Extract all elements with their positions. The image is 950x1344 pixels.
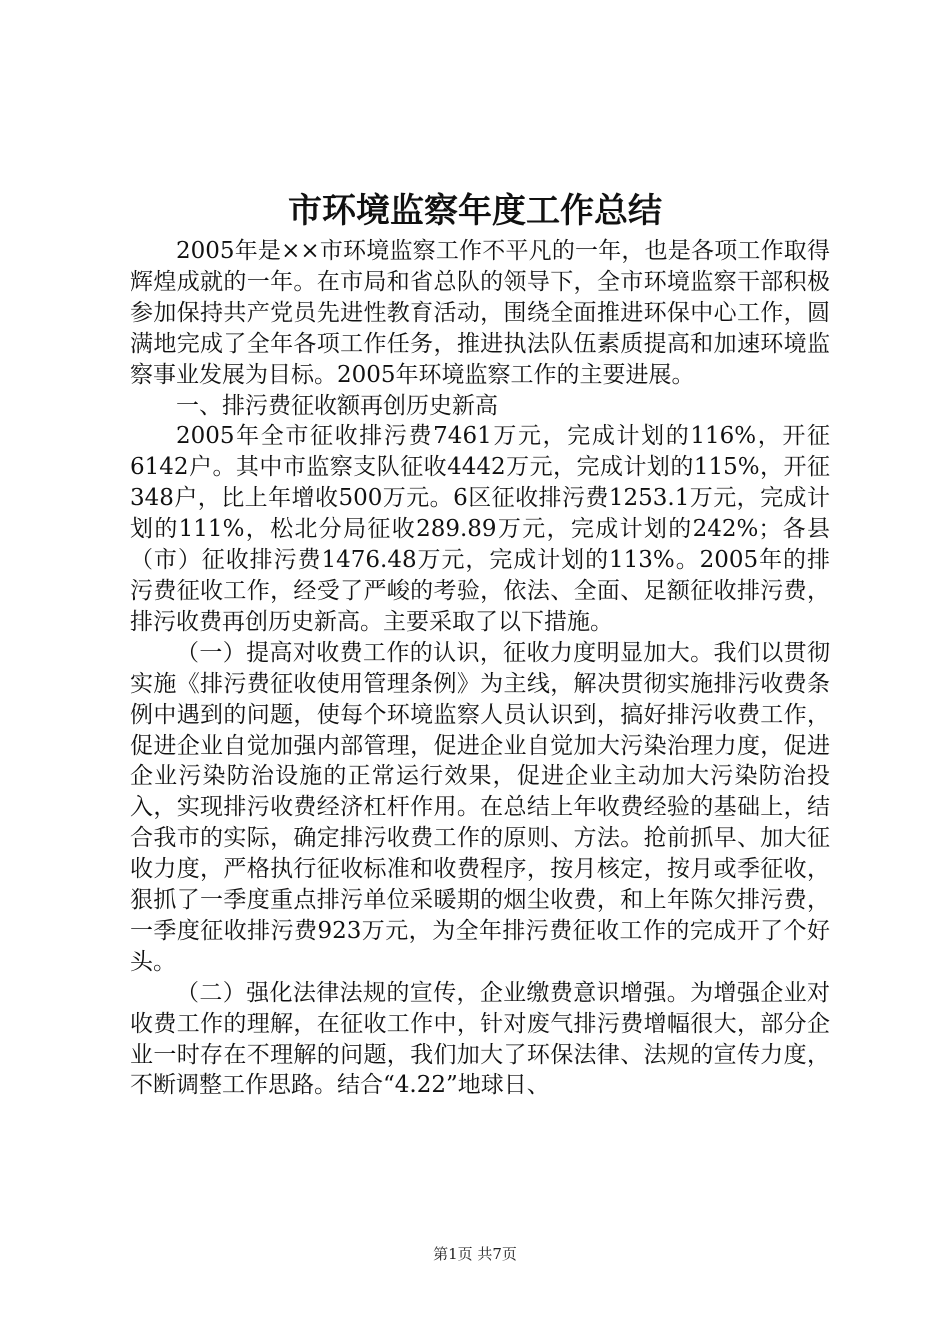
page-number: 第1页 共7页	[433, 1245, 517, 1263]
document-body	[130, 236, 830, 1101]
paragraph-statistics: 2005年全市征收排污费7461万元，完成计划的116%，开征6142户。其中市监察支队征收4442万元，完成计划的115%，开征348户，比上年增收500万元。6区征收排污费1253.1万元，完成计划的111%，松北分局征收289.89万元，完成计划的242%；各县（市）征收排污费1476.48万元，完成计划的113%。2005年的排污费征收工作，经受了严峻的考验，依法、全面、足额征收排污费，排污收费再创历史新高。主要采取了以下措施。	[130, 423, 830, 635]
paragraph-measure-two: （二）强化法律法规的宣传，企业缴费意识增强。为增强企业对收费工作的理解，在征收工作中，针对废气排污费增幅很大，部分企业一时存在不理解的问题，我们加大了环保法律、法规的宣传力度，不断调整工作思路。结合“4.22”地球日、	[130, 979, 830, 1099]
paragraph-intro: 2005年是××市环境监察工作不平凡的一年，也是各项工作取得辉煌成就的一年。在市局和省总队的领导下，全市环境监察干部积极参加保持共产党员先进性教育活动，围绕全面推进环保中心工作，圆满地完成了全年各项工作任务，推进执法队伍素质提高和加速环境监察事业发展为目标。2005年环境监察工作的主要进展。	[130, 238, 830, 388]
section-heading: 一、排污费征收额再创历史新高	[176, 392, 498, 419]
paragraph-measure-one: （一）提高对收费工作的认识，征收力度明显加大。我们以贯彻实施《排污费征收使用管理条例》为主线，解决贯彻实施排污收费条例中遇到的问题，使每个环境监察人员认识到，搞好排污收费工作，促进企业自觉加强内部管理，促进企业自觉加大污染治理力度，促进企业污染防治设施的正常运行效果，促进企业主动加大污染防治投入，实现排污收费经济杠杆作用。在总结上年收费经验的基础上，结合我市的实际，确定排污收费工作的原则、方法。抢前抓早、加大征收力度，严格执行征收标准和收费程序，按月核定，按月或季征收，狠抓了一季度重点排污单位采暖期的烟尘收费，和上年陈欠排污费，一季度征收排污费923万元，为全年排污费征收工作的完成开了个好头。	[130, 639, 830, 975]
document-title: 市环境监察年度工作总结	[288, 191, 662, 231]
